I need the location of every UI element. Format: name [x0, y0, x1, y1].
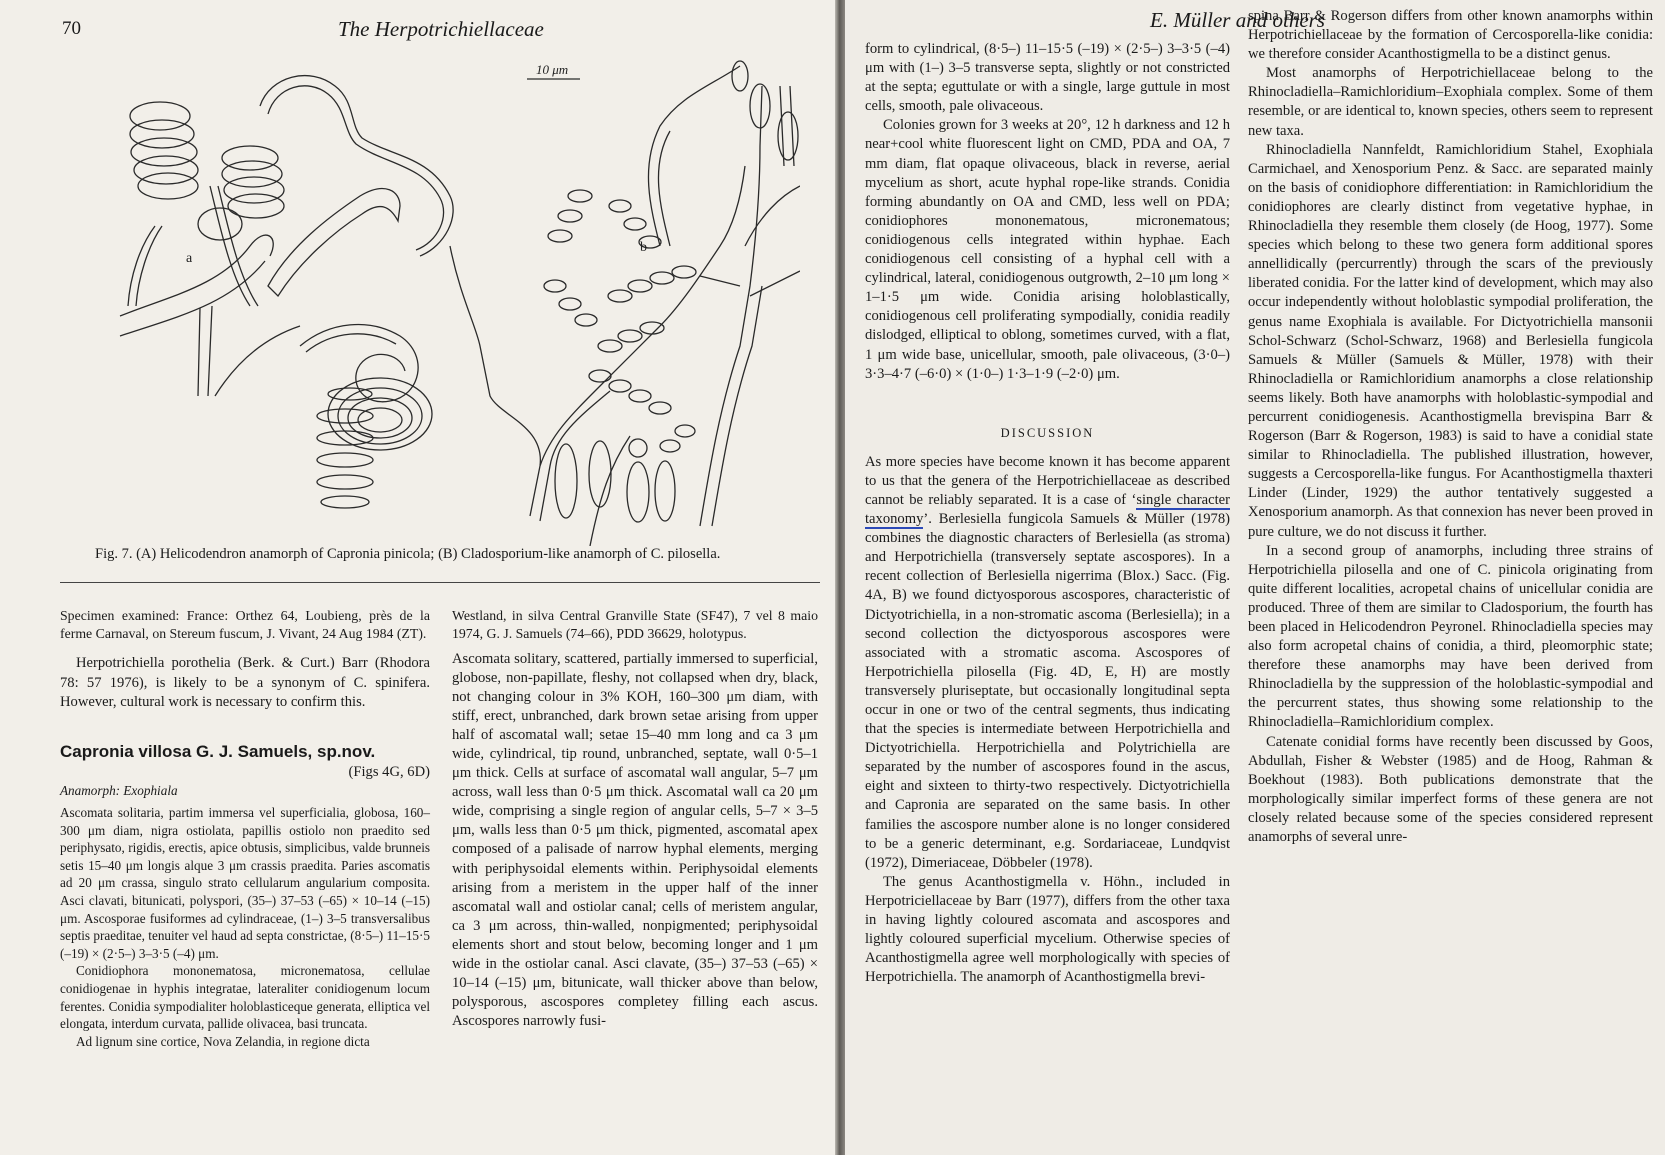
running-head-right: E. Müller and others — [1150, 8, 1325, 32]
ascospore-description: form to cylindrical, (8·5–) 11–15·5 (–19) × (2·5–) 3–3·5 (–4) μm with (1–) 3–5 transverse septa, slightly or not constricted at the septa; eguttulate or with a single, large guttule in most cells, smooth, pale olivaceous. — [865, 41, 1230, 115]
panel-label-b: b — [640, 240, 647, 255]
acanthostigmella-paragraph: The genus Acanthostigmella v. Höhn., included in Herpotriciellaceae by Barr (1977), differs from the other taxa in having lightly coloured ascomata and ascospores and lightly coloured superficial mycelium. Otherwise species of Acanthostigmella agree well morphologically with species of Herpotrichiella. The anamorph of Acanthostigmella brevi- — [865, 873, 1230, 986]
specimen-examined: Specimen examined: France: Orthez 64, Loubieng, près de la ferme Carnaval, on Stereum fuscum, J. Vivant, 24 Aug 1984 (ZT). — [60, 608, 430, 641]
ascomata-description: Ascomata solitary, scattered, partially immersed to superficial, globose, non-papillate, fleshy, not collapsed when dry, black, not changing colour in 3% KOH, 160–300 μm diam, with stiff, erect, unbranched, dark brown setae arising from upper half of ascomatal wall; setae 15–40 mm long and ca 3 μm wide, cylindrical, tip round, unbranched, septate, wall 0·5–1 μm thick. Cells at surface of ascomatal wall angular, 5–7 μm across, wall less than 0·5 μm thick. Ascomatal wall ca 20 μm wide, comprising a single region of angular cells, 5–7 × 3–5 μm, walls less than 0·5 μm thick, pigmented, ascomatal apex composed of a palisade of narrow hyphal elements, merging with periphysoidal elements within. Periphysoidal elements arising from a meristem in the upper half of the inner ascomatal wall and ostiolar canal; cells of meristem angular, ca 3 μm across, thin-walled, nonpigmented; periphysoidal elements short and stout below, becoming longer and 1 μm wide in the ostiolar canal. Asci clavate, (35–) 37–53 (–65) × 10–14 (–15) μm, bitunicate, wall thicker above than below, polysporous, ascospores completey filling each ascus. Ascospores narrowly fusi- — [452, 651, 818, 1029]
figure-7-illustration — [100, 46, 800, 546]
figure-caption: Fig. 7. (A) Helicodendron anamorph of Capronia pinicola; (B) Cladosporium-like anamorph of C. pilosella. — [95, 546, 721, 562]
right-column-2 — [1248, 7, 1653, 847]
spina-paragraph: spina Barr & Rogerson differs from other known anamorphs within Herpotrichiellaceae by the formation of Cercosporella-like conidia: we therefore consider Acanthostigmella to be a distinct genus. — [1248, 8, 1653, 63]
genera-separation-paragraph: Rhinocladiella Nannfeldt, Ramichloridium Stahel, Exophiala Carmichael, and Xenosporium Penz. & Sacc. are separated mainly on the basis of conidiophore differentiation: in Ramichloridium the conidiophores are clearly distinct from vegetative hyphae, in Rhinocladiella they resemble them closely (de Hoog, 1977). Some species which belong to these two genera form additional spores annellidically (percurrently) through the scars of the previously liberated conidia. For the latter kind of development, which may also occur independently without holoblastic sympodial proliferation, the genus name Exophiala is available. For Dictyotrichiella mansonii Schol-Schwarz (Schol-Schwarz, 1968) and Berlesiella fungicola Samuels & Müller (Samuels & Müller, 1978) with their Rhinocladiella or Ramichloridium anamorphs a close relationship seems likely. Both have anamorphs with holoblastic-sympodial and percurrent conidiogenesis. Acanthostigmella brevispina Barr & Rogerson (Barr & Rogerson, 1983) is said to have a conidial state similar to Rhinocladiella. The published illustration, however, suggests a Cercosporella-like fungus. For Acanthostigmella thaxteri Linder (Linder, 1929) the author tentatively suggested a Xenosporium anamorph. As that connexion has never been proved in pure culture, we do not discuss it further. — [1248, 141, 1653, 540]
right-page — [845, 0, 1665, 1155]
book-gutter — [835, 0, 845, 1155]
species-heading: Capronia villosa G. J. Samuels, sp.nov. — [60, 741, 376, 761]
anamorph-line: Anamorph: Exophiala — [60, 783, 178, 799]
discussion-text-rest: ’. Berlesiella fungicola Samuels & Müller (1978) combines the diagnostic characters of Berlesiella (as stroma) and Herpotrichiella (transversely septate ascospores). In a recent collection of Berlesiella nigerrima (Blox.) Sacc. (Fig. 4A, B) we found dictyosporous ascospores, characteristic of Dictyotrichiella, in a non-stromatic ascoma (Berlesiella); in a second collection the dictyosporous ascospores were associated with a stromatic ascoma. Ascospores of Herpotrichiella pilosella (Fig. 4D, E, H) are mostly transversely pluriseptate, but occasionally longitudinal septa occur in one or two of the central segments, thus indicating that the species is intermediate between Herpotrichiella and Dictyotrichiella. Herpotrichiella and Polytrichiella are separated by the number of ascospores found in the ascus, eight and sixteen to thirty-two respectively. Dictyotrichiella and Capronia are separated on the same basis. In other families the ascospore number alone is no longer considered to be a generic determinant, e.g. Sordariaceae, Lundqvist (1972), Dimeriaceae, Döbbeler (1978). — [865, 511, 1230, 871]
colonies-paragraph: Colonies grown for 3 weeks at 20°, 12 h darkness and 12 h near+cool white fluorescent light on CMD, PDA and OA, 7 mm diam, flat opaque olivaceous, black in reverse, aerial mycelium as short, acute hyphal rope-like strands. Conidia forming abundantly on OA and CMD, less well on PDA; conidiophores mononematous, micronematous; conidiogenous cells integrated within hyphae. Each conidiogenous cell consisting of a hyphal cell with a cylindrical, lateral, conidiogenous outgrowth, 2–10 μm long × 1–1·5 μm wide. Conidia arising holoblastically, conidiogenous cell proliferating sympodially, conidia readily dislodged, elliptical to oblong, sometimes curved, with a flat, 1 μm wide base, unicellular, smooth, pale olivaceous, (3·0–) 3·3–4·7 (–6·0) × (1·0–) 1·3–1·9 (–2·0) μm. — [865, 117, 1230, 382]
catenate-forms-paragraph: Catenate conidial forms have recently been discussed by Goos, Abdullah, Fisher & Webster (1985) and de Hoog, Rahman & Boekhout (1983). Both publications demonstrate that the morphologically similar imperfect forms of these genera are not closely related because some of the species considered represent anamorphs of several unre- — [1248, 733, 1653, 846]
figs-reference: (Figs 4G, 6D) — [348, 763, 430, 780]
anamorph-complex-paragraph: Most anamorphs of Herpotrichiellaceae belong to the Rhinocladiella–Ramichloridium–Exophiala complex. Some of them resemble, or are identical to, known species, others seem to represent new taxa. — [1248, 65, 1653, 139]
running-head-left: The Herpotrichiellaceae — [338, 17, 544, 41]
underlined-phrase: single character taxonomy — [865, 491, 1230, 528]
caption-rule — [60, 582, 820, 583]
right-column-1 — [865, 40, 1230, 987]
second-group-paragraph: In a second group of anamorphs, including three strains of Herpotrichiella pilosella and one of C. pinicola originating from quite different localities, acropetal chains of unicellular conidia are produced. Three of them are similar to Cladosporium, the fourth has been placed in Helicodendron Peyronel. Rhinocladiella species may also form acropetal chains of conidia, a third, pleomorphic state; therefore these anamorphs may have been derived from Rhinocladiella by the suppression of the holoblastic-sympodial and the percurrent states, thus showing some relationship to the Rhinocladiella–Ramichloridium complex. — [1248, 542, 1653, 731]
left-column-2 — [452, 607, 818, 1031]
latin-description-1: Ascomata solitaria, partim immersa vel superficialia, globosa, 160–300 μm diam, nigra ostiolata, papillis ostiolo non praedito sed periphysato, rigidis, erectis, apice obtusis, simplicibus, valde brunneis setis 15–40 μm longis alque 3 μm crassis praedita. Paries ascomatis ad 20 μm crassa, singulo strato cellularum angularium composita. Asci clavati, bitunicati, polyspori, (35–) 37–53 (–65) × 10–14 (–15) μm. Ascosporae fusiformes ad cylindraceae, (1–) 3–5 transversalibus septis praeditae, tenuiter vel haud ad septa constrictae, (8·5–) 11–15·5 (–19) × (2·5–) 3–3·5 (–4) μm. — [60, 804, 430, 961]
holotype-paragraph: Westland, in silva Central Granville State (SF47), 7 vel 8 maio 1974, G. J. Samuels (74–66), PDD 36629, holotypus. — [452, 608, 818, 641]
latin-description-2: Conidiophora mononematosa, micronematosa, cellulae conidiogenae in hyphis integratae, lateraliter conidiogenum locum ferentes. Conidia sympodialiter holoblasticeque generata, elliptica vel elongata, interdum curvata, pallide olivacea, basi truncata. — [60, 963, 430, 1032]
page-number: 70 — [62, 18, 81, 39]
porothelia-paragraph: Herpotrichiella porothelia (Berk. & Curt.) Barr (Rhodora 78: 57 1976), is likely to be a synonym of C. spinifera. However, cultural work is necessary to confirm this. — [60, 655, 430, 711]
discussion-heading: DISCUSSION — [1000, 425, 1095, 440]
scale-label: 10 μm — [536, 62, 569, 77]
species-heading-row — [60, 743, 430, 763]
discussion-text-start: As more species have become known it has become apparent to us that the genera of the Herpotrichiellaceae as described cannot be reliably separated. It is a case of ‘ — [865, 453, 1230, 508]
panel-label-a: a — [186, 251, 193, 266]
latin-description-3: Ad lignum sine cortice, Nova Zelandia, in regione dicta — [76, 1033, 370, 1049]
left-column-1 — [60, 607, 430, 1050]
